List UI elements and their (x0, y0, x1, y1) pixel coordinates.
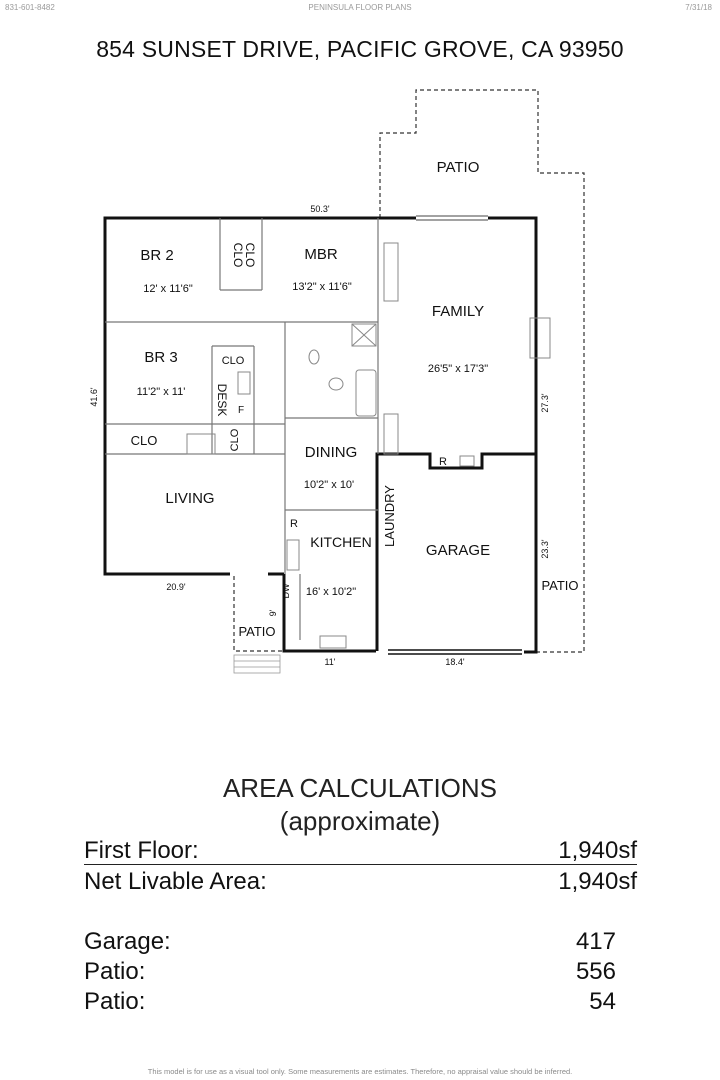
fireplace-icon (187, 434, 215, 454)
fireplace-family-icon (530, 318, 550, 358)
first-floor-label: First Floor: (84, 837, 199, 864)
garage-sink-icon (460, 456, 474, 466)
net-livable-label: Net Livable Area: (84, 868, 267, 895)
label-dw: DW (281, 583, 291, 599)
label-r-garage: R (439, 456, 447, 468)
label-kitchen: KITCHEN (310, 534, 372, 550)
label-f: F (237, 405, 245, 416)
dim-bottom-left: 20.9' (166, 582, 186, 592)
label-garage: GARAGE (425, 542, 491, 559)
dim-bottom-kitchen: 11' (324, 657, 336, 667)
label-laundry: LAUNDRY (382, 485, 397, 547)
label-clo-b: CLO (243, 242, 257, 268)
label-clo-c: CLO (221, 355, 245, 367)
toilet-icon (309, 350, 319, 364)
label-dining-dim: 10'2" x 10' (303, 479, 355, 491)
header-date: 7/31/18 (685, 3, 712, 12)
window-icon-2 (384, 414, 398, 454)
dim-right-upper: 27.3' (540, 393, 550, 413)
dim-patio-small-side: 9' (268, 609, 278, 617)
label-patio-top: PATIO (436, 159, 480, 176)
dim-bottom-garage: 18.4' (445, 657, 465, 667)
area-subtitle: (approximate) (279, 806, 441, 836)
disclaimer: This model is for use as a visual tool only. Some measurements are estimates. Therefore, no appraisal value should be inferred. (147, 1067, 573, 1076)
label-living: LIVING (165, 490, 215, 507)
header-phone: 831-601-8482 (5, 3, 55, 12)
patio-1-value: 556 (575, 958, 616, 985)
dim-top: 50.3' (310, 204, 330, 214)
window-icon (384, 243, 398, 301)
label-br2: BR 2 (140, 247, 174, 264)
page-title: 854 SUNSET DRIVE, PACIFIC GROVE, CA 93950 (96, 36, 624, 62)
stove-icon (287, 540, 299, 570)
label-clo-e: CLO (130, 433, 158, 448)
patio-2-value: 54 (589, 988, 616, 1015)
patio-steps-icon (234, 655, 280, 673)
label-kitchen-dim: 16' x 10'2" (305, 586, 357, 598)
net-livable-value: 1,940sf (558, 868, 637, 895)
label-br3-dim: 11'2" x 11' (136, 386, 186, 398)
patio-2-label: Patio: (84, 988, 146, 1015)
label-family-dim: 26'5" x 17'3" (427, 363, 489, 375)
garage-area-label: Garage: (84, 928, 171, 955)
label-r-kitchen: R (290, 518, 298, 530)
area-divider (84, 864, 637, 865)
label-desk: DESK (215, 383, 229, 417)
label-family: FAMILY (431, 303, 485, 320)
patio-1-label: Patio: (84, 958, 146, 985)
label-br2-dim: 12' x 11'6" (143, 283, 193, 295)
label-mbr: MBR (304, 246, 338, 263)
first-floor-value: 1,940sf (558, 837, 637, 864)
kitchen-sink-icon (320, 636, 346, 648)
label-patio-right: PATIO (541, 578, 579, 593)
label-clo-a: CLO (231, 242, 245, 268)
sink-icon (329, 378, 343, 390)
label-clo-d: CLO (229, 428, 241, 452)
dim-right-lower: 23.3' (540, 539, 550, 559)
label-br3: BR 3 (144, 349, 178, 366)
garage-area-value: 417 (575, 928, 616, 955)
label-dining: DINING (304, 444, 358, 461)
area-title: AREA CALCULATIONS (222, 773, 498, 803)
dim-left: 41.6' (89, 387, 99, 407)
label-mbr-dim: 13'2" x 11'6" (292, 281, 352, 293)
bathtub-icon (356, 370, 376, 416)
label-patio-small: PATIO (238, 624, 276, 639)
washer-icon (238, 372, 250, 394)
header-company: PENINSULA FLOOR PLANS (308, 3, 412, 12)
